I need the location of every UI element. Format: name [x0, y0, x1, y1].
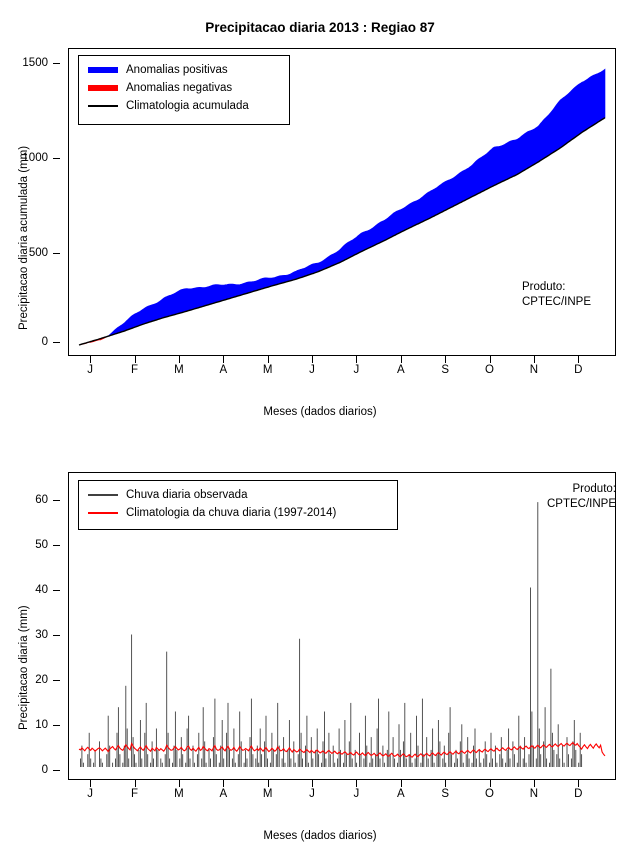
- bottom-xtick-label: J: [87, 788, 94, 800]
- legend-swatch-observed-icon: [88, 494, 118, 496]
- top-chart-ylabel: Precipitacao diaria acumulada (mm): [18, 145, 30, 330]
- top-xtick-label: F: [131, 364, 139, 376]
- top-legend: [78, 55, 290, 125]
- bottom-xtick-label: F: [131, 788, 139, 800]
- bottom-xtick-label: A: [219, 788, 228, 800]
- legend-swatch-positive-icon: [88, 67, 118, 73]
- produto-line2: CPTEC/INPE: [546, 498, 616, 510]
- bottom-xtick-label: N: [529, 788, 539, 800]
- bottom-ytick-4: 40: [35, 584, 48, 596]
- bottom-xtick-mark: [534, 780, 535, 787]
- top-xtick-label: O: [485, 364, 494, 376]
- top-xtick-mark: [179, 356, 180, 363]
- top-xtick-mark: [490, 356, 491, 363]
- bottom-ytick-mark: [53, 635, 60, 636]
- daily-precipitation-figure: [0, 430, 640, 850]
- top-xtick-label: A: [219, 364, 228, 376]
- bottom-xtick-label: O: [485, 788, 494, 800]
- top-ytick-2: 1000: [22, 152, 48, 164]
- top-xtick-mark: [223, 356, 224, 363]
- bottom-xtick-mark: [445, 780, 446, 787]
- bottom-xtick-mark: [90, 780, 91, 787]
- legend-swatch-daily-climatology-icon: [88, 512, 118, 514]
- top-chart-xlabel: Meses (dados diarios): [263, 406, 377, 418]
- bottom-xtick-mark: [223, 780, 224, 787]
- bottom-xtick-label: J: [309, 788, 315, 800]
- bottom-ytick-mark: [53, 500, 60, 501]
- bottom-xtick-label: D: [574, 788, 583, 800]
- top-xtick-label: J: [87, 364, 94, 376]
- top-ytick-0: 0: [41, 336, 48, 348]
- legend-swatch-climatology-icon: [88, 105, 118, 107]
- top-ytick-mark: [53, 158, 60, 159]
- legend-label-climatology: Climatologia acumulada: [126, 100, 249, 112]
- bottom-legend: [78, 480, 398, 530]
- bottom-xtick-label: S: [441, 788, 449, 800]
- legend-label-observed: Chuva diaria observada: [126, 489, 248, 501]
- top-ytick-1: 500: [28, 247, 48, 259]
- top-xtick-mark: [312, 356, 313, 363]
- top-xtick-mark: [135, 356, 136, 363]
- bottom-chart-ylabel: Precipitacao diaria (mm): [18, 605, 30, 730]
- legend-label-negative: Anomalias negativas: [126, 82, 233, 94]
- top-xtick-mark: [356, 356, 357, 363]
- top-ytick-mark: [53, 253, 60, 254]
- bottom-xtick-mark: [490, 780, 491, 787]
- bottom-xtick-mark: [312, 780, 313, 787]
- legend-item-negative: [79, 79, 289, 97]
- bottom-ytick-mark: [53, 725, 60, 726]
- legend-item-positive: [79, 61, 289, 79]
- top-xtick-label: S: [441, 364, 449, 376]
- bottom-ytick-mark: [53, 680, 60, 681]
- produto-line1: Produto:: [522, 281, 566, 293]
- bottom-ytick-1: 10: [35, 719, 48, 731]
- top-xtick-label: J: [309, 364, 315, 376]
- top-xtick-mark: [90, 356, 91, 363]
- top-xtick-label: A: [396, 364, 405, 376]
- page-title: Precipitacao diaria 2013 : Regiao 87: [205, 20, 435, 35]
- bottom-chart-xlabel: Meses (dados diarios): [263, 830, 377, 842]
- produto-line2: CPTEC/INPE: [522, 296, 592, 308]
- top-xtick-label: N: [529, 364, 539, 376]
- top-xtick-label: M: [174, 364, 184, 376]
- legend-item-observed: [79, 486, 397, 504]
- bottom-xtick-label: A: [396, 788, 405, 800]
- produto-line1: Produto:: [572, 483, 616, 495]
- top-xtick-label: J: [353, 364, 360, 376]
- bottom-ytick-mark: [53, 770, 60, 771]
- bottom-ytick-5: 50: [35, 539, 48, 551]
- top-ytick-3: 1500: [22, 57, 48, 69]
- bottom-ytick-0: 0: [41, 764, 48, 776]
- top-xtick-label: D: [574, 364, 583, 376]
- top-xtick-label: M: [262, 364, 273, 376]
- top-ytick-mark: [53, 63, 60, 64]
- top-xtick-mark: [401, 356, 402, 363]
- bottom-produto-annotation: [500, 482, 616, 512]
- top-produto-annotation: [522, 280, 591, 310]
- legend-swatch-negative-icon: [88, 85, 118, 91]
- top-xtick-mark: [578, 356, 579, 363]
- top-xtick-mark: [445, 356, 446, 363]
- top-ytick-mark: [53, 342, 60, 343]
- legend-label-daily-climatology: Climatologia da chuva diaria (1997-2014): [126, 507, 337, 519]
- bottom-xtick-mark: [356, 780, 357, 787]
- legend-item-climatology: [79, 97, 289, 115]
- bottom-xtick-label: M: [262, 788, 273, 800]
- top-xtick-mark: [268, 356, 269, 363]
- bottom-xtick-mark: [135, 780, 136, 787]
- bottom-xtick-mark: [179, 780, 180, 787]
- legend-item-daily-climatology: [79, 504, 397, 522]
- bottom-ytick-mark: [53, 590, 60, 591]
- bottom-xtick-mark: [578, 780, 579, 787]
- bottom-xtick-mark: [401, 780, 402, 787]
- top-xtick-mark: [534, 356, 535, 363]
- bottom-ytick-6: 60: [35, 494, 48, 506]
- bottom-xtick-label: J: [353, 788, 360, 800]
- bottom-xtick-label: M: [174, 788, 184, 800]
- bottom-xtick-mark: [268, 780, 269, 787]
- bottom-ytick-3: 30: [35, 629, 48, 641]
- legend-label-positive: Anomalias positivas: [126, 64, 228, 76]
- bottom-ytick-2: 20: [35, 674, 48, 686]
- bottom-ytick-mark: [53, 545, 60, 546]
